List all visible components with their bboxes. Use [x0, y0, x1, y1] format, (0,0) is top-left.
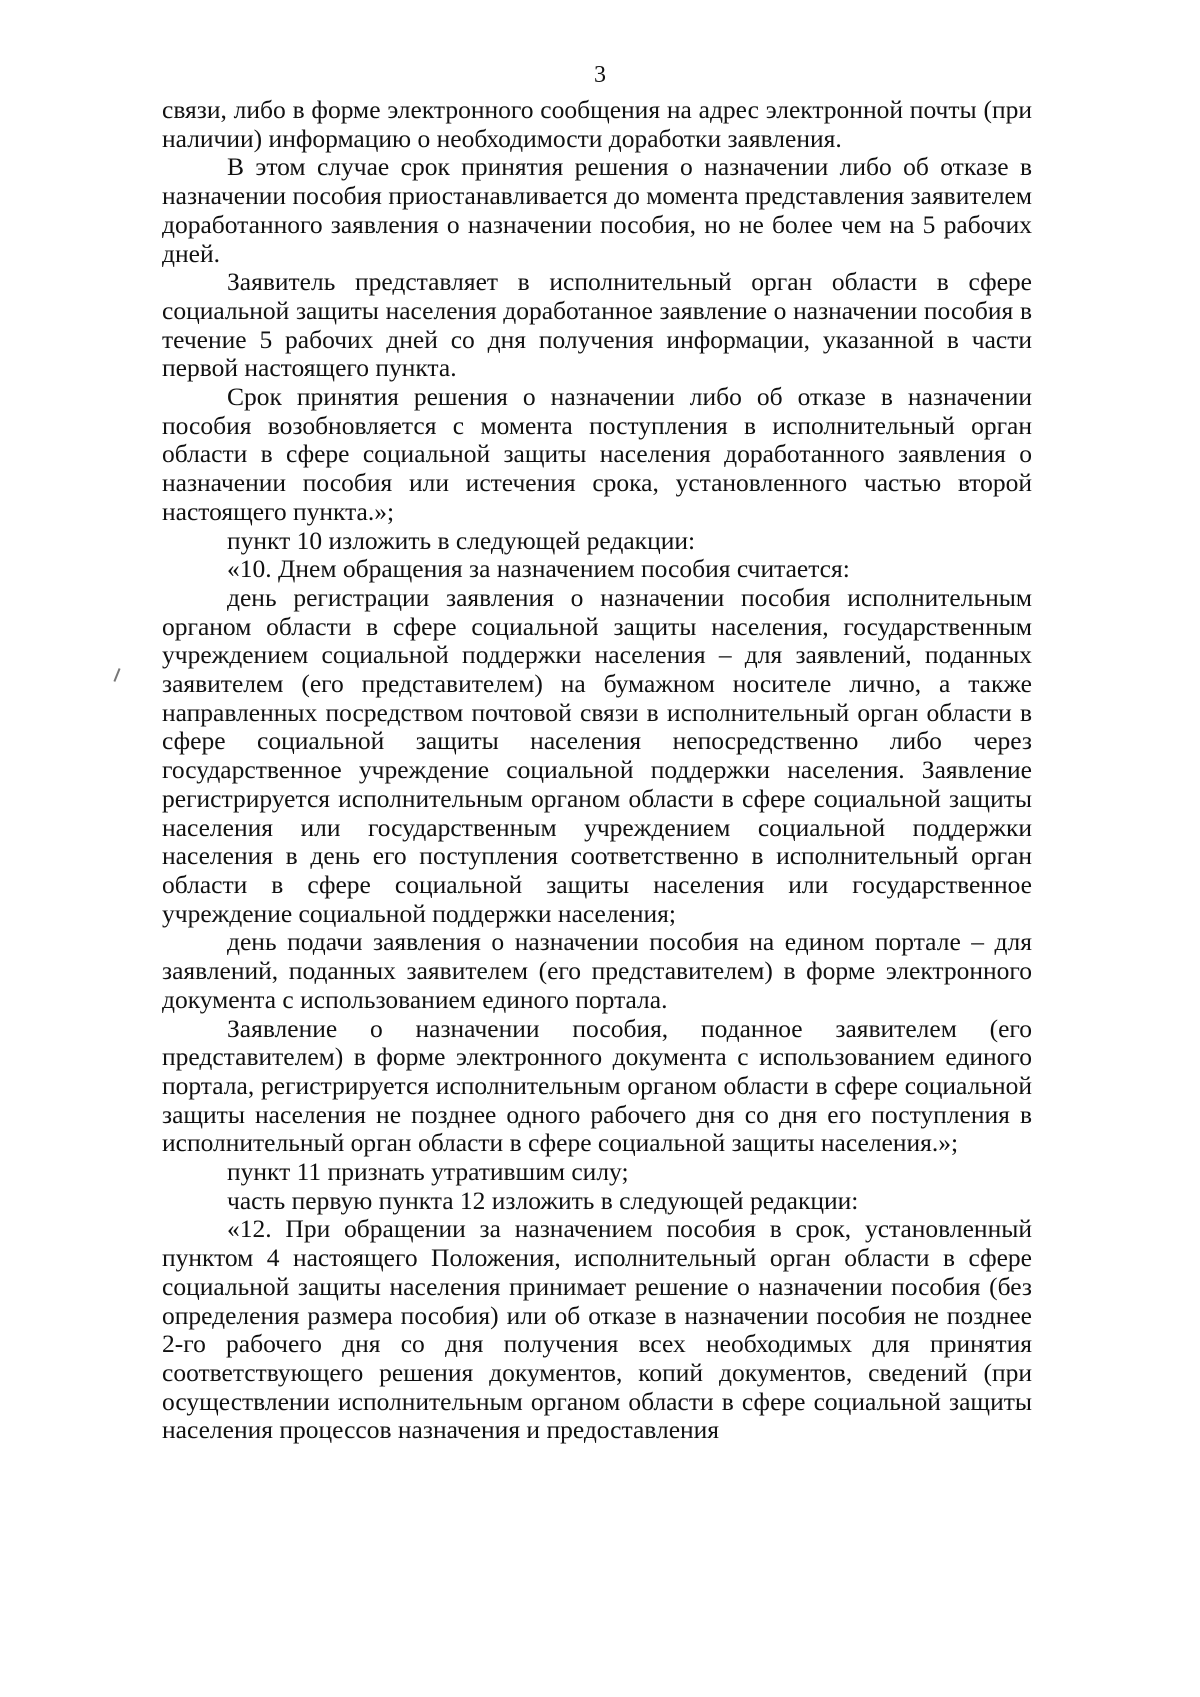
paragraph: В этом случае срок принятия решения о назначении либо об отказе в назначении пособия приостанавливается до момента представления заявителем доработанного заявления о назначении пособия, но не более чем на 5 рабочих дней. [162, 152, 1032, 268]
paragraph: Заявление о назначении пособия, поданное заявителем (его представителем) в форме электронного документа с использованием единого портала, регистрируется исполнительным органом области в сфере социальной защиты населения не позднее одного рабочего дня со дня его поступления в исполнительный орган области в сфере социальной защиты населения.»; [162, 1013, 1032, 1158]
paragraph: Срок принятия решения о назначении либо об отказе в назначении пособия возобновляется с момента поступления в исполнительный орган области в сфере социальной защиты населения доработанного заявления о назначении пособия или истечения срока, установленного частью второй настоящего пункта.»; [162, 382, 1032, 526]
page-number: 3 [594, 62, 606, 88]
scan-artifact-mark [113, 668, 120, 682]
paragraph: день регистрации заявления о назначении пособия исполнительным органом области в сфере социальной защиты населения, государственным учреждением социальной поддержки населения – для заявлений, поданных заявителем (его представителем) на бумажном носителе лично, а также направленных посредством почтовой связи в исполнительный орган области в сфере социальной защиты населения непосредственно либо через государственное учреждение социальной поддержки населения. Заявление регистрируется исполнительным органом области в сфере социальной защиты населения или государственным учреждением социальной поддержки населения в день его поступления соответственно в исполнительный орган области в сфере социальной защиты населения или государственное учреждение социальной поддержки населения; [162, 582, 1032, 928]
document-body [162, 96, 1032, 1445]
paragraph: «10. Днем обращения за назначением пособия считается: [227, 554, 850, 584]
paragraph-continuation: связи, либо в форме электронного сообщения на адрес электронной почты (при наличии) информацию о необходимости доработки заявления. [162, 95, 1032, 153]
paragraph: пункт 11 признать утратившим силу; [227, 1157, 629, 1187]
paragraph: Заявитель представляет в исполнительный орган области в сфере социальной защиты населения доработанное заявление о назначении пособия в течение 5 рабочих дней со дня получения информации, указанной в части первой настоящего пункта. [162, 267, 1032, 383]
paragraph: часть первую пункта 12 изложить в следующей редакции: [227, 1185, 859, 1215]
paragraph: пункт 10 изложить в следующей редакции: [227, 525, 696, 555]
paragraph: день подачи заявления о назначении пособия на едином портале – для заявлений, поданных заявителем (его представителем) в форме электронного документа с использованием единого портала. [162, 927, 1032, 1014]
paragraph: «12. При обращении за назначением пособия в срок, установленный пунктом 4 настоящего Положения, исполнительный орган области в сфере социальной защиты населения принимает решение о назначении пособия (без определения размера пособия) или об отказе в назначении пособия не позднее 2-го рабочего дня со дня получения всех необходимых для принятия соответствующего решения документов, копий документов, сведений (при осуществлении исполнительным органом области в сфере социальной защиты населения процессов назначения и предоставления [162, 1214, 1032, 1445]
